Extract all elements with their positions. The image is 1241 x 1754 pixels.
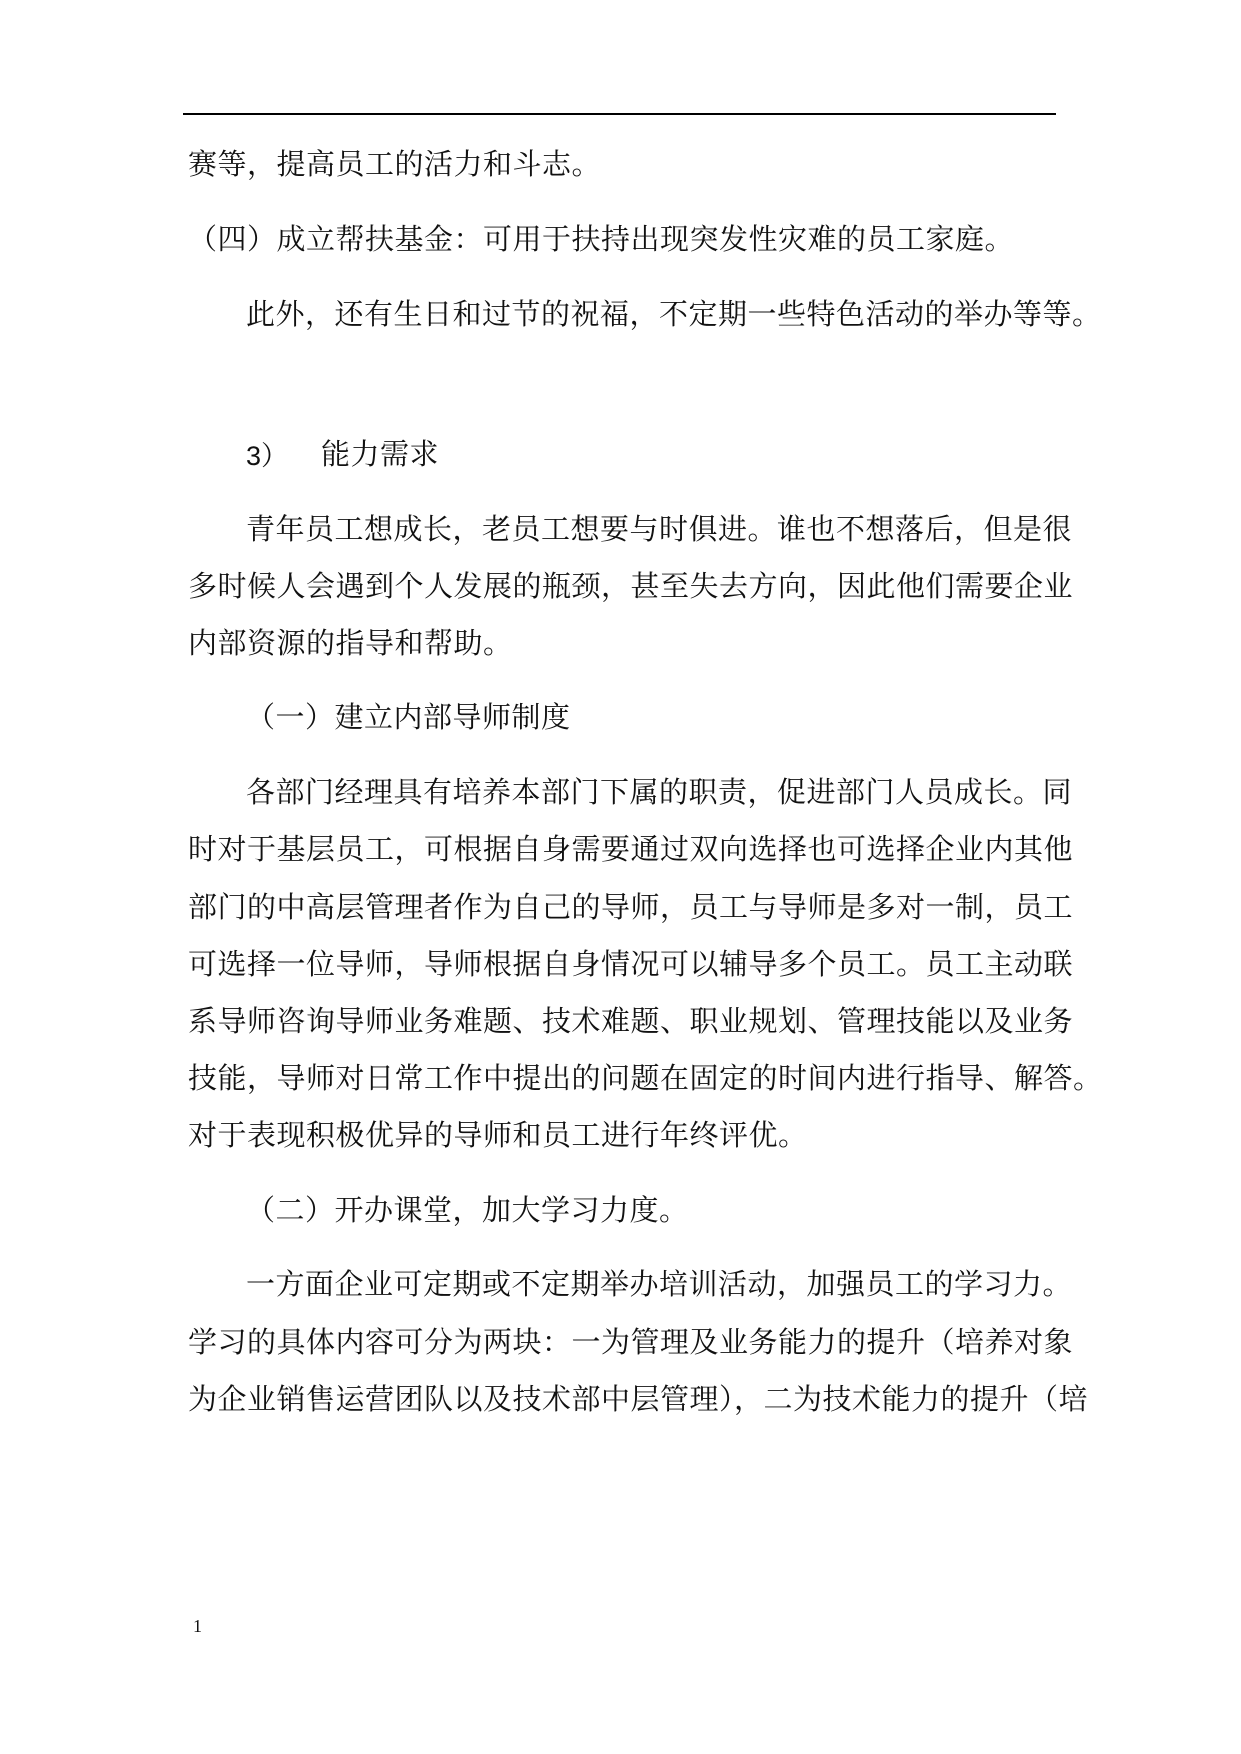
paragraph-line: 此外，还有生日和过节的祝福，不定期一些特色活动的举办等等。 [246, 297, 1102, 331]
section-number: 3） [246, 441, 289, 471]
paragraph-line: （四）成立帮扶基金：可用于扶持出现突发性灾难的员工家庭。 [188, 222, 1015, 256]
paragraph-line: 可选择一位导师，导师根据自身情况可以辅导多个员工。员工主动联 [188, 947, 1074, 981]
paragraph-line: 学习的具体内容可分为两块：一为管理及业务能力的提升（培养对象 [188, 1325, 1074, 1359]
paragraph-line: 技能，导师对日常工作中提出的问题在固定的时间内进行指导、解答。 [188, 1061, 1103, 1095]
paragraph-line: 系导师咨询导师业务难题、技术难题、职业规划、管理技能以及业务 [188, 1004, 1074, 1038]
paragraph-line: 青年员工想成长，老员工想要与时俱进。谁也不想落后，但是很 [246, 512, 1073, 546]
paragraph-line: 为企业销售运营团队以及技术部中层管理），二为技术能力的提升（培 [188, 1382, 1089, 1416]
page-number: 1 [193, 1616, 202, 1636]
section-heading: 能力需求 [321, 437, 440, 471]
subsection-heading: （一）建立内部导师制度 [246, 700, 571, 734]
paragraph-line: 各部门经理具有培养本部门下属的职责，促进部门人员成长。同 [246, 775, 1073, 809]
paragraph-line: 时对于基层员工，可根据自身需要通过双向选择也可选择企业内其他 [188, 832, 1074, 866]
paragraph-line: 部门的中高层管理者作为自己的导师，员工与导师是多对一制，员工 [188, 890, 1074, 924]
header-rule [183, 113, 1056, 115]
paragraph-line: 赛等，提高员工的活力和斗志。 [188, 147, 602, 181]
paragraph-line: 内部资源的指导和帮助。 [188, 626, 513, 660]
paragraph-line: 对于表现积极优异的导师和员工进行年终评优。 [188, 1118, 808, 1152]
paragraph-line: 一方面企业可定期或不定期举办培训活动，加强员工的学习力。 [246, 1267, 1073, 1301]
paragraph-line: 多时候人会遇到个人发展的瓶颈，甚至失去方向，因此他们需要企业 [188, 569, 1074, 603]
subsection-heading: （二）开办课堂，加大学习力度。 [246, 1193, 689, 1227]
